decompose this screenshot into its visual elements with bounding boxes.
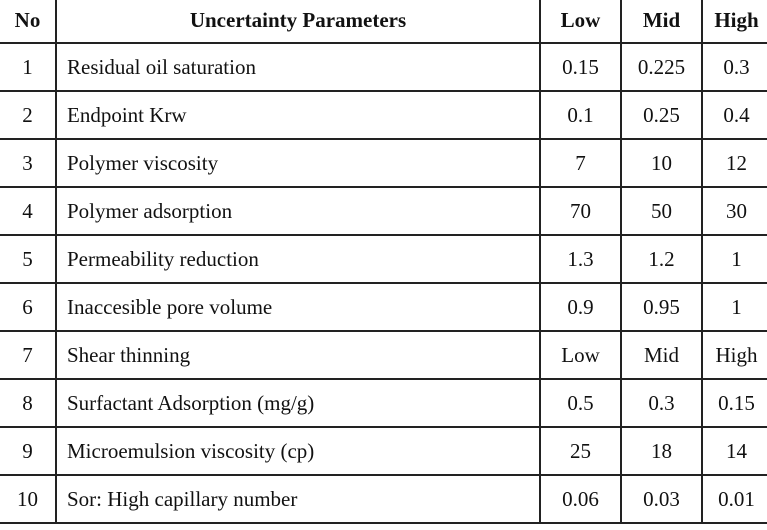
cell-parameter: Microemulsion viscosity (cp): [56, 427, 540, 475]
cell-low: 1.3: [540, 235, 621, 283]
cell-high: 12: [702, 139, 767, 187]
cell-mid: 10: [621, 139, 702, 187]
cell-parameter: Surfactant Adsorption (mg/g): [56, 379, 540, 427]
table-header-row: [0, 0, 767, 43]
cell-low: 0.1: [540, 91, 621, 139]
table-row: [0, 43, 767, 91]
cell-parameter: Polymer adsorption: [56, 187, 540, 235]
table-row: [0, 91, 767, 139]
cell-parameter: Permeability reduction: [56, 235, 540, 283]
table-row: [0, 187, 767, 235]
cell-no: 8: [0, 379, 56, 427]
table-row: [0, 331, 767, 379]
cell-parameter: Polymer viscosity: [56, 139, 540, 187]
cell-parameter: Shear thinning: [56, 331, 540, 379]
cell-parameter: Inaccesible pore volume: [56, 283, 540, 331]
cell-no: 3: [0, 139, 56, 187]
header-low: Low: [540, 0, 621, 43]
header-uncertainty-parameters: Uncertainty Parameters: [56, 0, 540, 43]
cell-mid: 0.225: [621, 43, 702, 91]
header-high: High: [702, 0, 767, 43]
cell-low: 0.5: [540, 379, 621, 427]
cell-mid: 0.03: [621, 475, 702, 523]
header-mid: Mid: [621, 0, 702, 43]
cell-high: 0.3: [702, 43, 767, 91]
cell-high: 14: [702, 427, 767, 475]
cell-mid: 1.2: [621, 235, 702, 283]
cell-no: 5: [0, 235, 56, 283]
cell-low: Low: [540, 331, 621, 379]
cell-mid: Mid: [621, 331, 702, 379]
cell-high: 1: [702, 283, 767, 331]
cell-low: 7: [540, 139, 621, 187]
cell-no: 9: [0, 427, 56, 475]
table-row: [0, 283, 767, 331]
cell-low: 0.9: [540, 283, 621, 331]
table-row: [0, 139, 767, 187]
table-row: [0, 235, 767, 283]
cell-high: 0.4: [702, 91, 767, 139]
cell-mid: 0.3: [621, 379, 702, 427]
cell-mid: 50: [621, 187, 702, 235]
cell-high: 0.01: [702, 475, 767, 523]
cell-no: 7: [0, 331, 56, 379]
cell-no: 6: [0, 283, 56, 331]
cell-no: 2: [0, 91, 56, 139]
cell-low: 0.06: [540, 475, 621, 523]
cell-high: 0.15: [702, 379, 767, 427]
cell-high: 30: [702, 187, 767, 235]
cell-high: 1: [702, 235, 767, 283]
cell-low: 70: [540, 187, 621, 235]
cell-mid: 18: [621, 427, 702, 475]
cell-parameter: Sor: High capillary number: [56, 475, 540, 523]
cell-low: 0.15: [540, 43, 621, 91]
cell-parameter: Residual oil saturation: [56, 43, 540, 91]
cell-low: 25: [540, 427, 621, 475]
cell-mid: 0.25: [621, 91, 702, 139]
cell-no: 10: [0, 475, 56, 523]
header-no: No: [0, 0, 56, 43]
table-row: [0, 427, 767, 475]
table-row: [0, 475, 767, 523]
table-row: [0, 379, 767, 427]
cell-high: High: [702, 331, 767, 379]
cell-mid: 0.95: [621, 283, 702, 331]
cell-parameter: Endpoint Krw: [56, 91, 540, 139]
cell-no: 4: [0, 187, 56, 235]
cell-no: 1: [0, 43, 56, 91]
